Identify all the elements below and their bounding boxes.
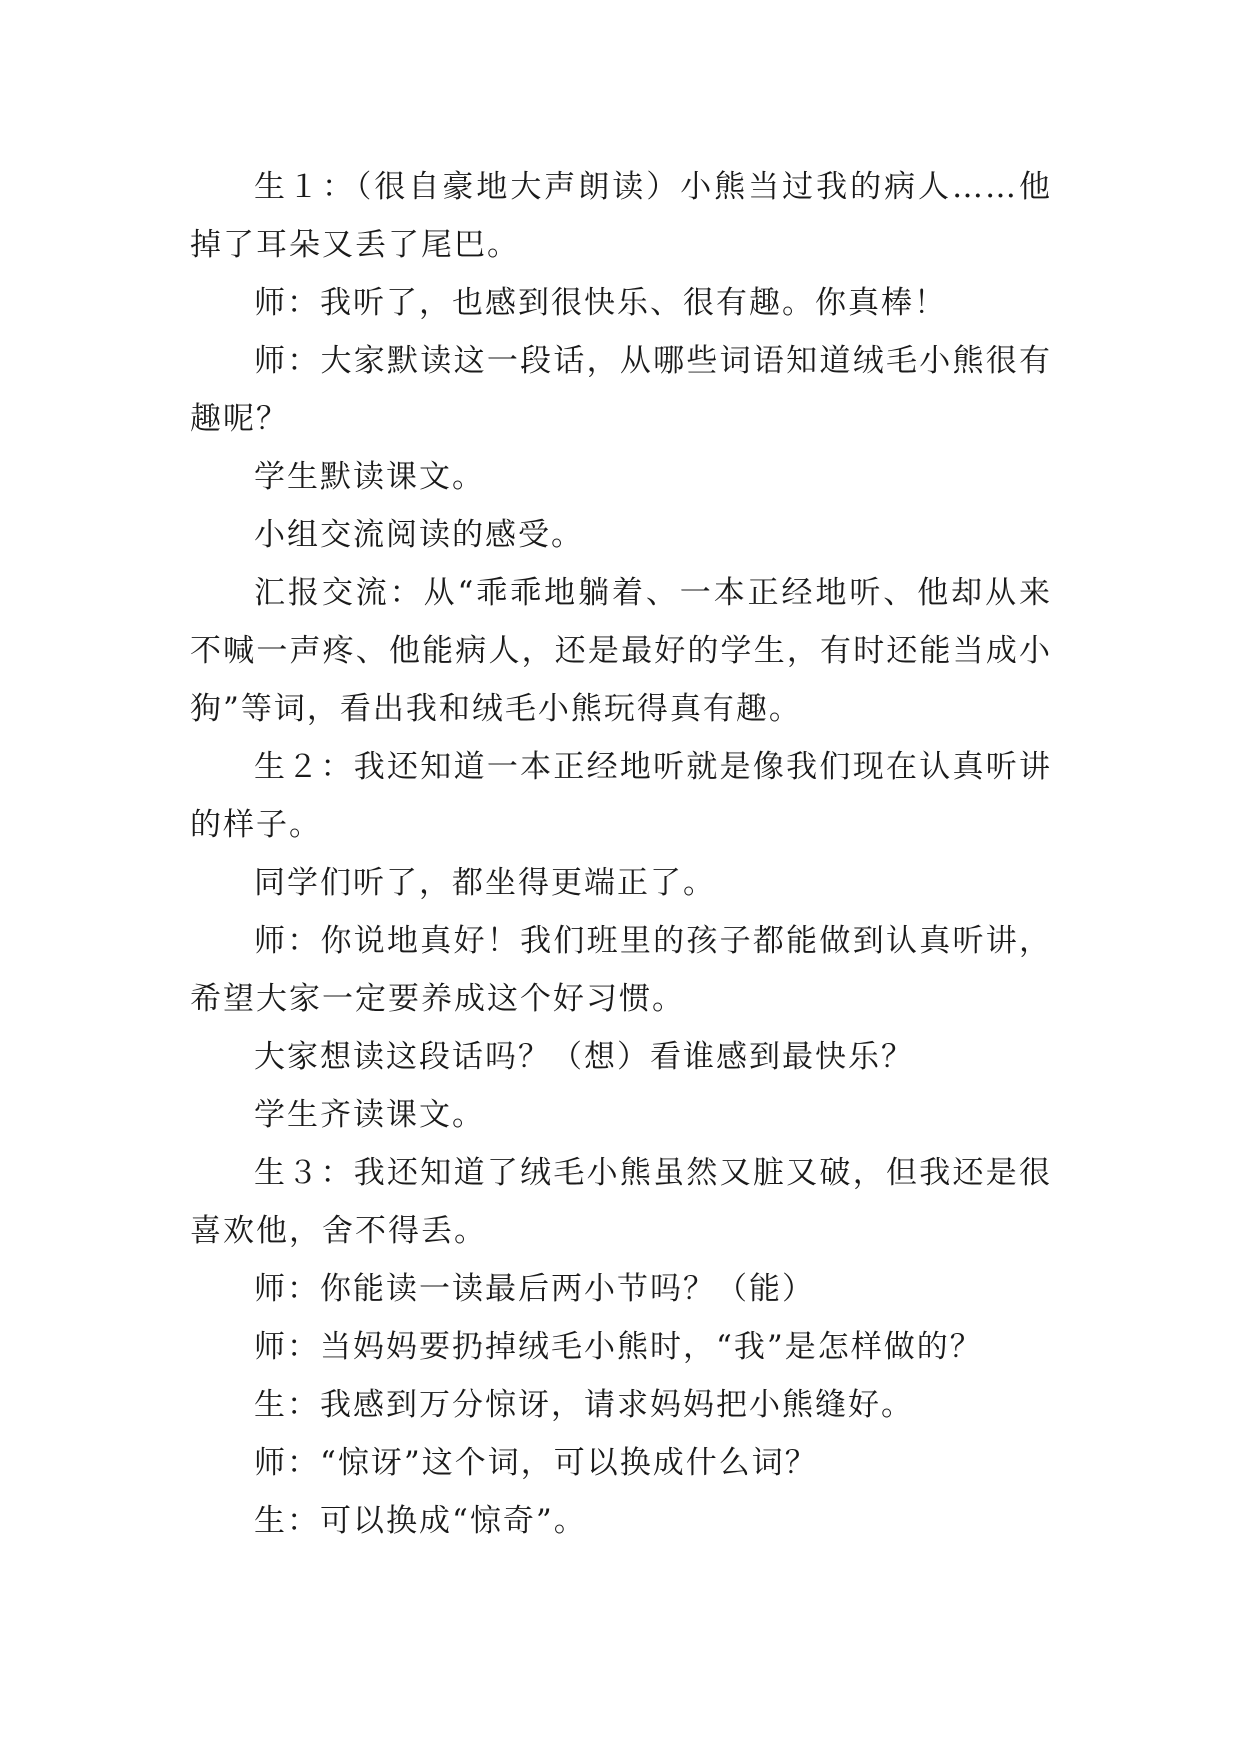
paragraph-9: 师：你说地真好！我们班里的孩子都能做到认真听讲，希望大家一定要养成这个好习惯。 — [190, 923, 1052, 1017]
paragraph-6: 汇报交流：从“乖乖地躺着、一本正经地听、他却从来不喊一声疼、他能病人，还是最好的学生，有时还能当成小狗”等词，看出我和绒毛小熊玩得真有趣。 — [190, 575, 1052, 727]
paragraph-17: 生：可以换成“惊奇”。 — [254, 1503, 587, 1539]
paragraph-11: 学生齐读课文。 — [254, 1097, 485, 1133]
paragraph-10: 大家想读这段话吗？（想）看谁感到最快乐？ — [254, 1039, 914, 1075]
paragraph-15: 生：我感到万分惊讶，请求妈妈把小熊缝好。 — [254, 1387, 914, 1423]
paragraph-13: 师：你能读一读最后两小节吗？（能） — [254, 1271, 815, 1307]
paragraph-16: 师：“惊讶”这个词，可以换成什么词？ — [254, 1445, 818, 1481]
paragraph-7: 生２：我还知道一本正经地听就是像我们现在认真听讲的样子。 — [190, 749, 1052, 843]
paragraph-3: 师：大家默读这一段话，从哪些词语知道绒毛小熊很有趣呢？ — [190, 343, 1052, 437]
paragraph-1: 生１：（很自豪地大声朗读）小熊当过我的病人……他掉了耳朵又丢了尾巴。 — [190, 169, 1052, 263]
paragraph-5: 小组交流阅读的感受。 — [254, 517, 584, 553]
paragraph-2: 师：我听了，也感到很快乐、很有趣。你真棒！ — [254, 285, 947, 321]
document-body — [190, 158, 1052, 1550]
paragraph-8: 同学们听了，都坐得更端正了。 — [254, 865, 716, 901]
paragraph-4: 学生默读课文。 — [254, 459, 485, 495]
paragraph-14: 师：当妈妈要扔掉绒毛小熊时，“我”是怎样做的？ — [254, 1329, 983, 1365]
paragraph-12: 生３：我还知道了绒毛小熊虽然又脏又破，但我还是很喜欢他，舍不得丢。 — [190, 1155, 1052, 1249]
